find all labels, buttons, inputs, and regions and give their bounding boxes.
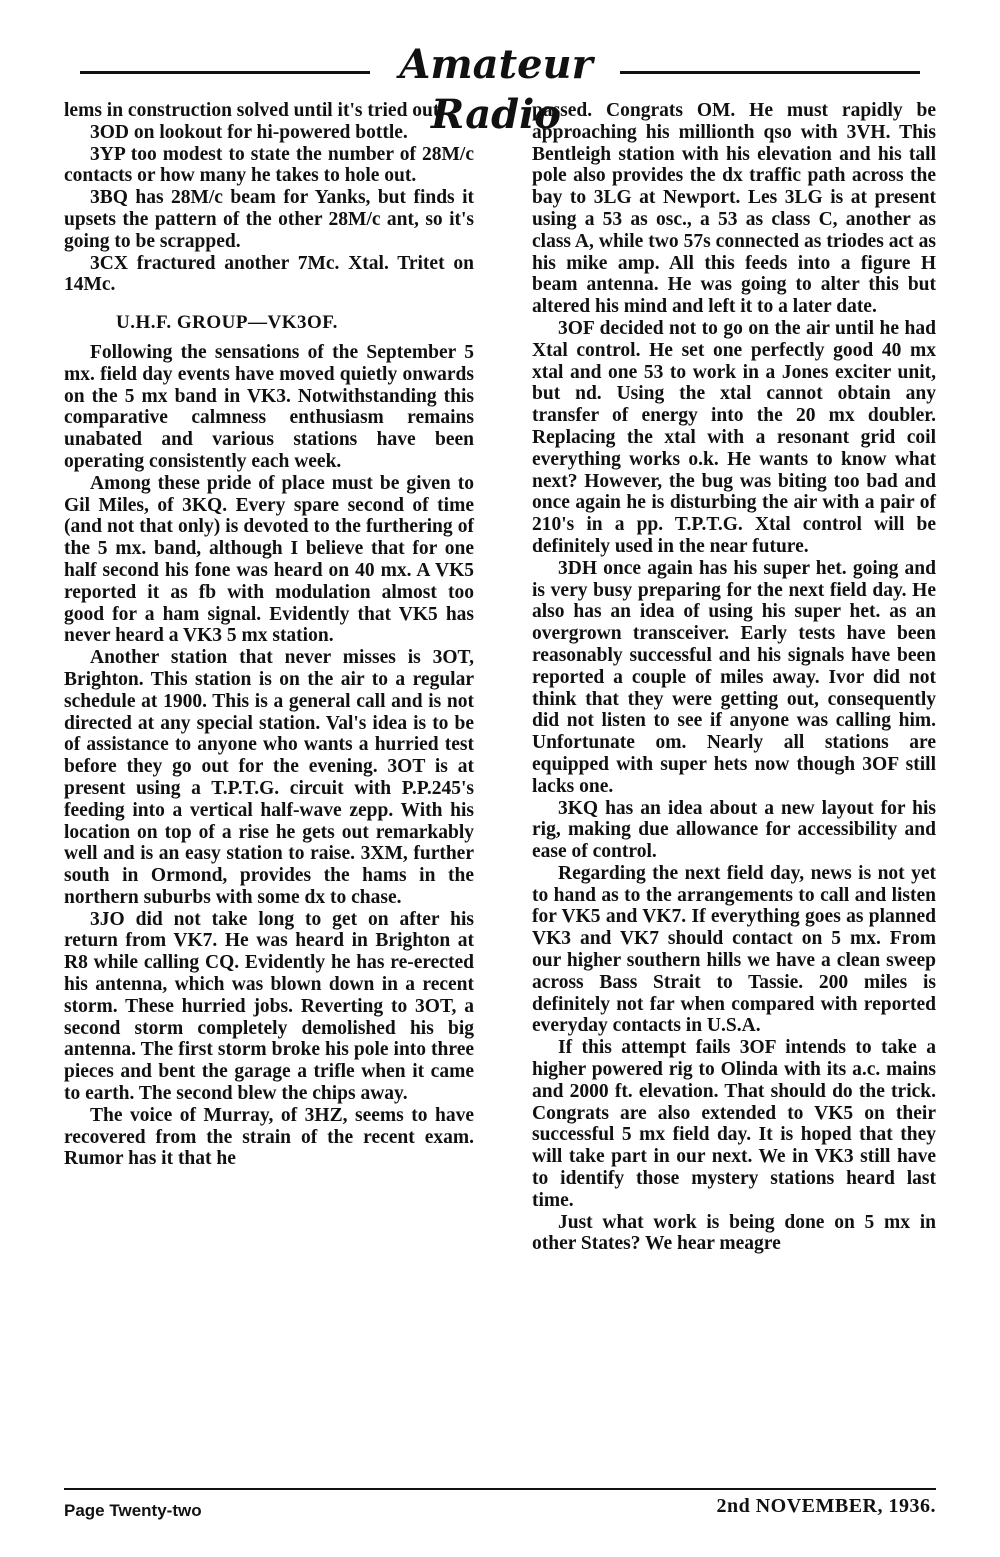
paragraph: passed. Congrats OM. He must rapidly be approaching his millionth qso with 3VH. This Bentleigh station with his elevation and his tall pole also provides the dx traffic path across the bay to 3LG at Newport. Les 3LG is at present using a 53 as osc., a 53 as class C, another as class A, while two 57s connected as triodes act as his mike amp. All this feeds into a figure H beam antenna. He was going to alter this but altered his mind and left it to a later date. — [532, 100, 936, 318]
paragraph: Another station that never misses is 3OT, Brighton. This station is on the air to a regular schedule at 1900. This is a general call and is not directed at any special station. Val's idea is to be of assistance to anyone who wants a hurried test before they go out for the evening. 3OT is at present using a T.P.T.G. circuit with P.P.245's feeding into a vertical half-wave zepp. With his location on top of a rise he gets out remarkably well and is an easy station to raise. 3XM, further south in Ormond, provides the hams in the northern suburbs with some dx to chase. — [64, 647, 474, 908]
paragraph: 3KQ has an idea about a new layout for his rig, making due allowance for accessibility and ease of control. — [532, 797, 936, 863]
paragraph: If this attempt fails 3OF intends to take a higher powered rig to Olinda with its a.c. mains and 2000 ft. elevation. That should do the trick. Congrats are also extended to VK5 on their successful 5 mx field day. It is hoped that they will take part in our next. We in VK3 still have to identify those mystery stations heard last time. — [532, 1037, 936, 1211]
paragraph: 3YP too modest to state the number of 28M/c contacts or how many he takes to hole out. — [64, 143, 474, 187]
paragraph: 3DH once again has his super het. going and is very busy preparing for the next field day. He also has an idea of using his super het. as an overgrown transceiver. Early tests have been reasonably successful and his signals have been reported a couple of miles away. Ivor did not think that they were getting out, consequently did not listen to see if anyone was calling him. Unfortunate om. Nearly all stations are equipped with super hets now though 3OF still lacks one. — [532, 557, 936, 797]
paragraph: lems in construction solved until it's tried out. — [64, 100, 445, 121]
page-number: Page Twenty-two — [64, 1501, 202, 1520]
header-rule-right — [620, 71, 920, 74]
paragraph: 3BQ has 28M/c beam for Yanks, but finds it upsets the pattern of the other 28M/c ant, so it's going to be scrapped. — [64, 187, 474, 252]
paragraph: Following the sensations of the September 5 mx. field day events have moved quietly onwards on the 5 mx band in VK3. Notwithstanding this comparative calmness enthusiasm remains unabated and various stations have been operating consistently each week. — [64, 341, 474, 472]
section-heading: U.H.F. GROUP—VK3OF. — [116, 312, 338, 334]
paragraph: 3CX fractured another 7Mc. Xtal. Tritet on 14Mc. — [64, 252, 474, 296]
footer-rule — [64, 1488, 936, 1490]
issue-date: 2nd NOVEMBER, 1936. — [716, 1495, 936, 1517]
paragraph: 3OF decided not to go on the air until he had Xtal control. He set one perfectly good 40 mx xtal and one 53 to work in a Jones exciter unit, but nd. Using the xtal cannot obtain any transfer of energy into the 20 mx doubler. Replacing the xtal with a resonant grid coil everything works o.k. He wants to know what next? However, the bug was biting too bad and once again he is disturbing the air with a pair of 210's in a pp. T.P.T.G. Xtal control will be definitely used in the near future. — [532, 317, 936, 557]
paragraph: Among these pride of place must be given to Gil Miles, of 3KQ. Every spare second of time (and not that only) is devoted to the furthering of the 5 mx. band, although I believe that for one half second his fone was heard on 40 mx. A VK5 reported it as fb with modulation almost too good for a ham signal. Evidently that VK5 has never heard a VK3 5 mx station. — [64, 472, 474, 647]
right-column — [532, 100, 936, 1255]
paragraph: Just what work is being done on 5 mx in other States? We hear meagre — [532, 1211, 936, 1255]
paragraph: Regarding the next field day, news is not yet to hand as to the arrangements to call and listen for VK5 and VK7. If everything goes as planned VK3 and VK7 should contact on 5 mx. From our higher southern hills we have a clean sweep across Bass Strait to Tassie. 200 miles is definitely not far when compared with reported everyday contacts in U.S.A. — [532, 862, 936, 1037]
paragraph: 3JO did not take long to get on after his return from VK7. He was heard in Brighton at R8 while calling CQ. Evidently he has re-erected his antenna, which was blown down in a recent storm. These hurried jobs. Reverting to 3OT, a second storm completely demolished his big antenna. The first storm broke his pole into three pieces and bent the garage a trifle when it came to earth. The second blew the chips away. — [64, 908, 474, 1105]
paragraph: The voice of Murray, of 3HZ, seems to have recovered from the strain of the recent exam. Rumor has it that he — [64, 1104, 474, 1170]
masthead-title: Amateur Radio — [399, 41, 593, 138]
left-column — [64, 100, 474, 1170]
header-rule-left — [80, 71, 370, 74]
paragraph: 3OD on lookout for hi-powered bottle. — [90, 121, 408, 143]
